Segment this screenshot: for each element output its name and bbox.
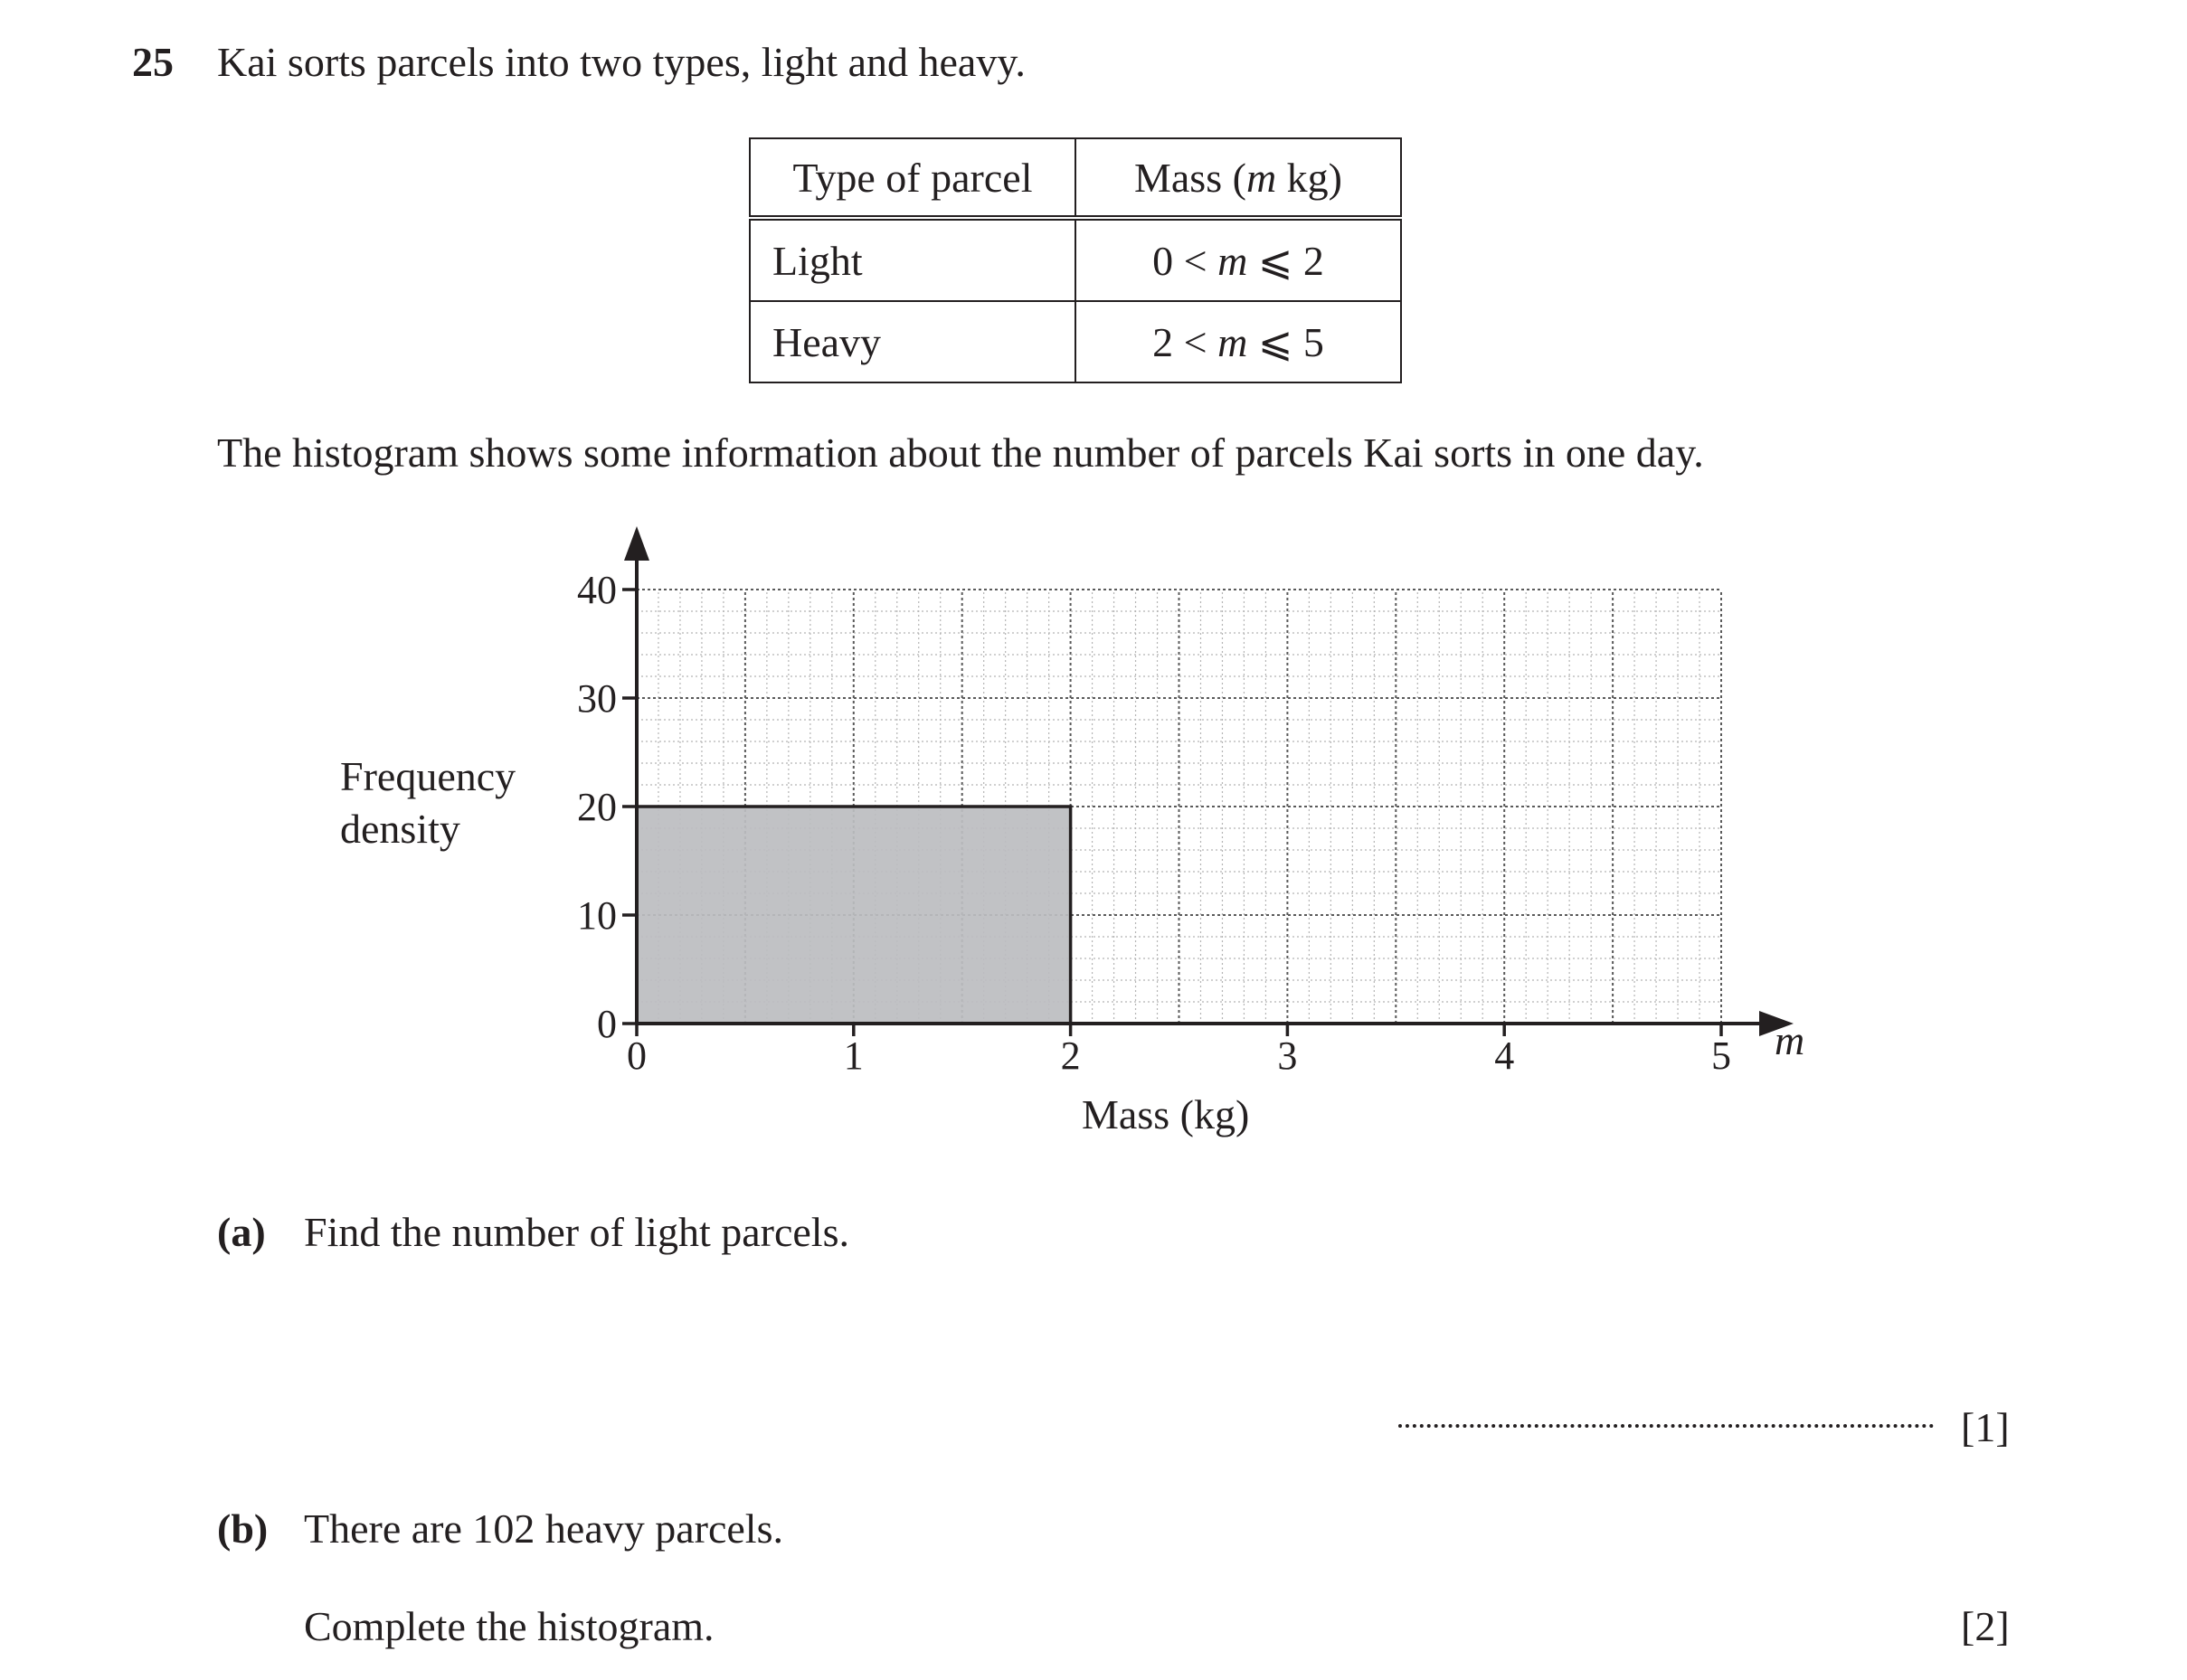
- y-tick-label: 10: [577, 893, 617, 938]
- part-b-instruction: Complete the histogram.: [304, 1603, 715, 1649]
- chart-bars: [637, 807, 1071, 1024]
- row-light-low: 0: [1152, 238, 1174, 284]
- marks-b: [2]: [1961, 1603, 2010, 1649]
- row-heavy-high: 5: [1302, 319, 1324, 365]
- x-axis-label: Mass (kg): [1082, 1091, 1250, 1137]
- part-b-label: (b): [217, 1505, 269, 1552]
- y-tick-label: 20: [577, 785, 617, 829]
- x-tick-label: 2: [1060, 1033, 1081, 1078]
- x-tick-label: 4: [1494, 1033, 1515, 1078]
- x-axis-variable-label: m: [1775, 1017, 1805, 1063]
- x-tick-label: 1: [843, 1033, 864, 1078]
- y-tick-label: 40: [577, 568, 617, 612]
- part-b-statement: There are 102 heavy parcels.: [304, 1505, 783, 1552]
- x-tick-label: 0: [627, 1033, 647, 1078]
- row-heavy-le: ⩽: [1247, 319, 1303, 365]
- y-axis-label-line-2: density: [340, 806, 460, 852]
- part-a-question: Find the number of light parcels.: [304, 1209, 849, 1255]
- x-tick-label: 3: [1277, 1033, 1298, 1078]
- y-tick-label: 0: [597, 1002, 617, 1046]
- row-light-type: Light: [750, 218, 1075, 301]
- header-mass-prefix: Mass (: [1133, 154, 1246, 201]
- y-axis-arrow: [624, 526, 649, 561]
- x-tick-label: 5: [1711, 1033, 1731, 1078]
- row-heavy-low: 2: [1152, 319, 1174, 365]
- header-mass-var: m: [1245, 154, 1277, 201]
- header-type-of-parcel: Type of parcel: [750, 138, 1075, 218]
- y-tick-label: 30: [577, 676, 617, 721]
- row-light-le: ⩽: [1247, 238, 1303, 284]
- row-light-lt: <: [1173, 238, 1218, 284]
- y-axis-label-line-1: Frequency: [340, 753, 516, 799]
- row-light-var: m: [1217, 238, 1248, 284]
- question-description: The histogram shows some information about the number of parcels Kai sorts in one day.: [217, 429, 1704, 476]
- header-mass-suffix: kg): [1276, 154, 1342, 201]
- answer-line-a[interactable]: [1398, 1415, 1934, 1428]
- marks-a: [1]: [1961, 1404, 2010, 1450]
- part-a-label: (a): [217, 1209, 266, 1255]
- question-intro: Kai sorts parcels into two types, light and heavy.: [217, 39, 1026, 85]
- row-light-high: 2: [1302, 238, 1324, 284]
- question-number: 25: [132, 39, 174, 85]
- y-axis-label: [340, 750, 516, 855]
- row-heavy-lt: <: [1173, 319, 1218, 365]
- row-heavy-type: Heavy: [750, 301, 1075, 382]
- histogram-bar: [637, 807, 1071, 1024]
- row-heavy-var: m: [1217, 319, 1248, 365]
